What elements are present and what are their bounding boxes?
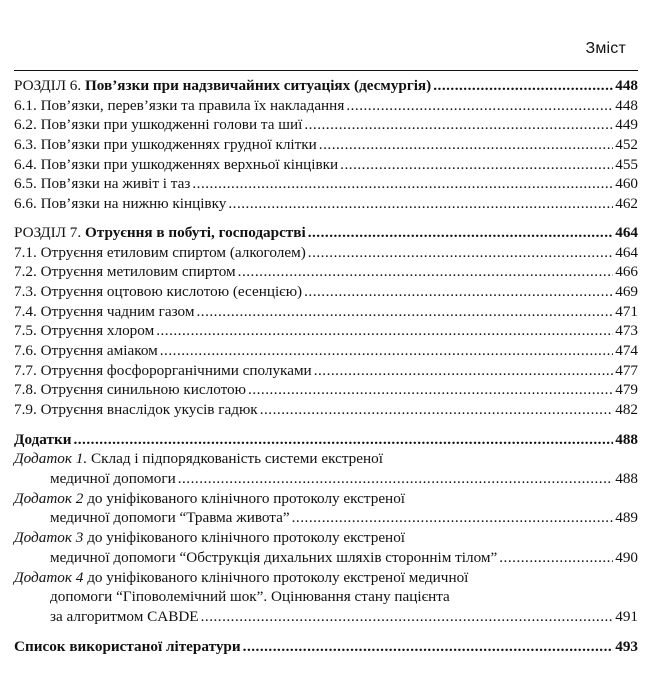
- leader-dots: [499, 548, 613, 568]
- leader-dots: [160, 341, 613, 361]
- section-6-title: Пов’язки при надзвичайних ситуаціях (десмургія): [84, 77, 432, 94]
- appendix-text: допомоги “Гіповолемічний шок”. Оцінювання стану пацієнта: [50, 588, 450, 606]
- leader-dots: [340, 155, 613, 175]
- leader-dots: [196, 302, 613, 322]
- toc-appendix-3-line2[interactable]: [14, 548, 638, 568]
- leader-dots: [238, 262, 614, 282]
- leader-dots: [248, 380, 613, 400]
- appendices-title: Додатки: [14, 430, 72, 448]
- toc-entry-6-4[interactable]: [14, 155, 638, 175]
- leader-dots: [192, 174, 613, 194]
- entry-page: 479: [615, 381, 638, 399]
- appendix-text: до уніфікованого клінічного протоколу екстреної: [83, 489, 406, 507]
- toc-entry-7-3[interactable]: [14, 282, 638, 302]
- entry-title: 6.5. Пов’язки на живіт і таз: [14, 175, 191, 193]
- entry-title: 6.1. Пов’язки, перев’язки та правила їх накладання: [14, 96, 345, 114]
- leader-dots: [308, 243, 613, 263]
- section-7-title: Отруєння в побуті, господарстві: [84, 223, 306, 241]
- appendix-page: 490: [615, 548, 638, 566]
- leader-dots: [156, 321, 613, 341]
- entry-page: 466: [615, 263, 638, 281]
- appendix-page: 488: [615, 470, 638, 488]
- leader-dots: [319, 135, 613, 155]
- entry-page: 460: [615, 175, 638, 193]
- toc-entry-6-6[interactable]: [14, 194, 638, 214]
- entry-page: 469: [615, 282, 638, 300]
- toc-appendices[interactable]: [14, 430, 638, 450]
- toc-appendix-2-line2[interactable]: [14, 508, 638, 528]
- appendices-page: 488: [615, 430, 638, 448]
- toc-entry-6-3[interactable]: [14, 135, 638, 155]
- entry-title: 7.8. Отруєння синильною кислотою: [14, 381, 247, 399]
- toc-entry-6-5[interactable]: [14, 174, 638, 194]
- entry-title: 6.2. Пов’язки при ушкодженні голови та шиї: [14, 116, 303, 134]
- entry-page: 477: [615, 361, 638, 379]
- entry-page: 474: [615, 341, 638, 359]
- toc-entry-7-2[interactable]: [14, 262, 638, 282]
- entry-page: 449: [615, 116, 638, 134]
- toc-entry-7-9[interactable]: [14, 400, 638, 420]
- leader-dots: [73, 430, 613, 450]
- entry-page: 473: [615, 322, 638, 340]
- leader-dots: [201, 607, 614, 627]
- toc-appendix-4-line1[interactable]: [14, 568, 638, 588]
- entry-title: 6.4. Пов’язки при ушкодженнях верхньої кінцівки: [14, 155, 339, 173]
- toc-appendix-2-line1[interactable]: [14, 489, 638, 509]
- entry-title: 7.5. Отруєння хлором: [14, 322, 155, 340]
- table-of-contents: [14, 76, 638, 656]
- entry-title: 7.6. Отруєння аміаком: [14, 341, 158, 359]
- appendix-label: Додаток 4: [14, 568, 84, 586]
- page-header-title: Зміст: [585, 40, 626, 57]
- leader-dots: [178, 469, 614, 489]
- references-page: 493: [615, 637, 638, 655]
- toc-section-6[interactable]: [14, 76, 638, 96]
- entry-title: 6.3. Пов’язки при ушкодженнях грудної клітки: [14, 136, 317, 154]
- appendix-label: Додаток 2: [14, 489, 84, 507]
- entry-title: 6.6. Пов’язки на нижню кінцівку: [14, 195, 227, 213]
- toc-entry-7-5[interactable]: [14, 321, 638, 341]
- leader-dots: [292, 508, 614, 528]
- appendix-page: 491: [615, 607, 638, 625]
- appendix-label: Додаток 3: [14, 529, 84, 547]
- toc-entry-7-1[interactable]: [14, 243, 638, 263]
- entry-page: 455: [615, 155, 638, 173]
- toc-entry-7-6[interactable]: [14, 341, 638, 361]
- leader-dots: [260, 400, 614, 420]
- toc-entry-7-4[interactable]: [14, 302, 638, 322]
- entry-title: 7.9. Отруєння внаслідок укусів гадюк: [14, 401, 258, 418]
- section-7-page: 464: [615, 223, 638, 241]
- leader-dots: [346, 96, 613, 116]
- entry-title: 7.7. Отруєння фосфорорганічними сполуками: [14, 361, 312, 379]
- leader-dots: [308, 223, 614, 243]
- toc-references[interactable]: [14, 637, 638, 657]
- appendix-page: 489: [615, 509, 638, 527]
- appendix-text: за алгоритмом CABDE: [50, 607, 199, 625]
- entry-title: 7.1. Отруєння етиловим спиртом (алкоголем): [14, 243, 306, 261]
- section-gap: [14, 214, 638, 223]
- toc-entry-6-2[interactable]: [14, 115, 638, 135]
- appendix-text: до уніфікованого клінічного протоколу екстреної медичної: [83, 568, 469, 586]
- section-6-prefix: РОЗДІЛ 6.: [14, 77, 85, 94]
- toc-entry-6-1[interactable]: [14, 96, 638, 116]
- section-6-page: 448: [615, 77, 638, 94]
- entry-page: 471: [615, 302, 638, 320]
- appendix-text: Склад і підпорядкованість системи екстреної: [87, 450, 383, 468]
- appendix-text: медичної допомоги “Травма живота”: [50, 509, 290, 527]
- toc-appendix-4-line3[interactable]: [14, 607, 638, 627]
- entry-title: 7.2. Отруєння метиловим спиртом: [14, 263, 236, 281]
- section-gap: [14, 420, 638, 430]
- appendix-label: Додаток 1.: [14, 450, 88, 468]
- section-gap: [14, 627, 638, 637]
- header-divider: [14, 70, 638, 71]
- appendix-text: до уніфікованого клінічного протоколу екстреної: [83, 529, 406, 547]
- toc-appendix-1-line2[interactable]: [14, 469, 638, 489]
- entry-page: 462: [615, 195, 638, 213]
- entry-title: 7.4. Отруєння чадним газом: [14, 302, 195, 320]
- entry-page: 482: [615, 401, 638, 418]
- appendix-text: медичної допомоги “Обструкція дихальних шляхів стороннім тілом”: [50, 548, 498, 566]
- references-title: Список використаної літератури: [14, 637, 241, 655]
- toc-appendix-1-line1[interactable]: [14, 449, 638, 469]
- leader-dots: [304, 115, 613, 135]
- entry-page: 448: [615, 96, 638, 114]
- leader-dots: [243, 637, 614, 657]
- leader-dots: [314, 361, 614, 381]
- toc-entry-7-8[interactable]: [14, 380, 638, 400]
- section-7-prefix: РОЗДІЛ 7.: [14, 223, 85, 241]
- entry-title: 7.3. Отруєння оцтовою кислотою (есенцією): [14, 282, 303, 300]
- entry-page: 452: [615, 136, 638, 154]
- leader-dots: [304, 282, 613, 302]
- appendix-text: медичної допомоги: [50, 470, 176, 488]
- toc-appendix-3-line1[interactable]: [14, 528, 638, 548]
- toc-section-7[interactable]: [14, 223, 638, 243]
- entry-page: 464: [615, 243, 638, 261]
- leader-dots: [433, 76, 613, 96]
- leader-dots: [228, 194, 613, 214]
- toc-appendix-4-line2[interactable]: [14, 587, 638, 607]
- toc-entry-7-7[interactable]: [14, 361, 638, 381]
